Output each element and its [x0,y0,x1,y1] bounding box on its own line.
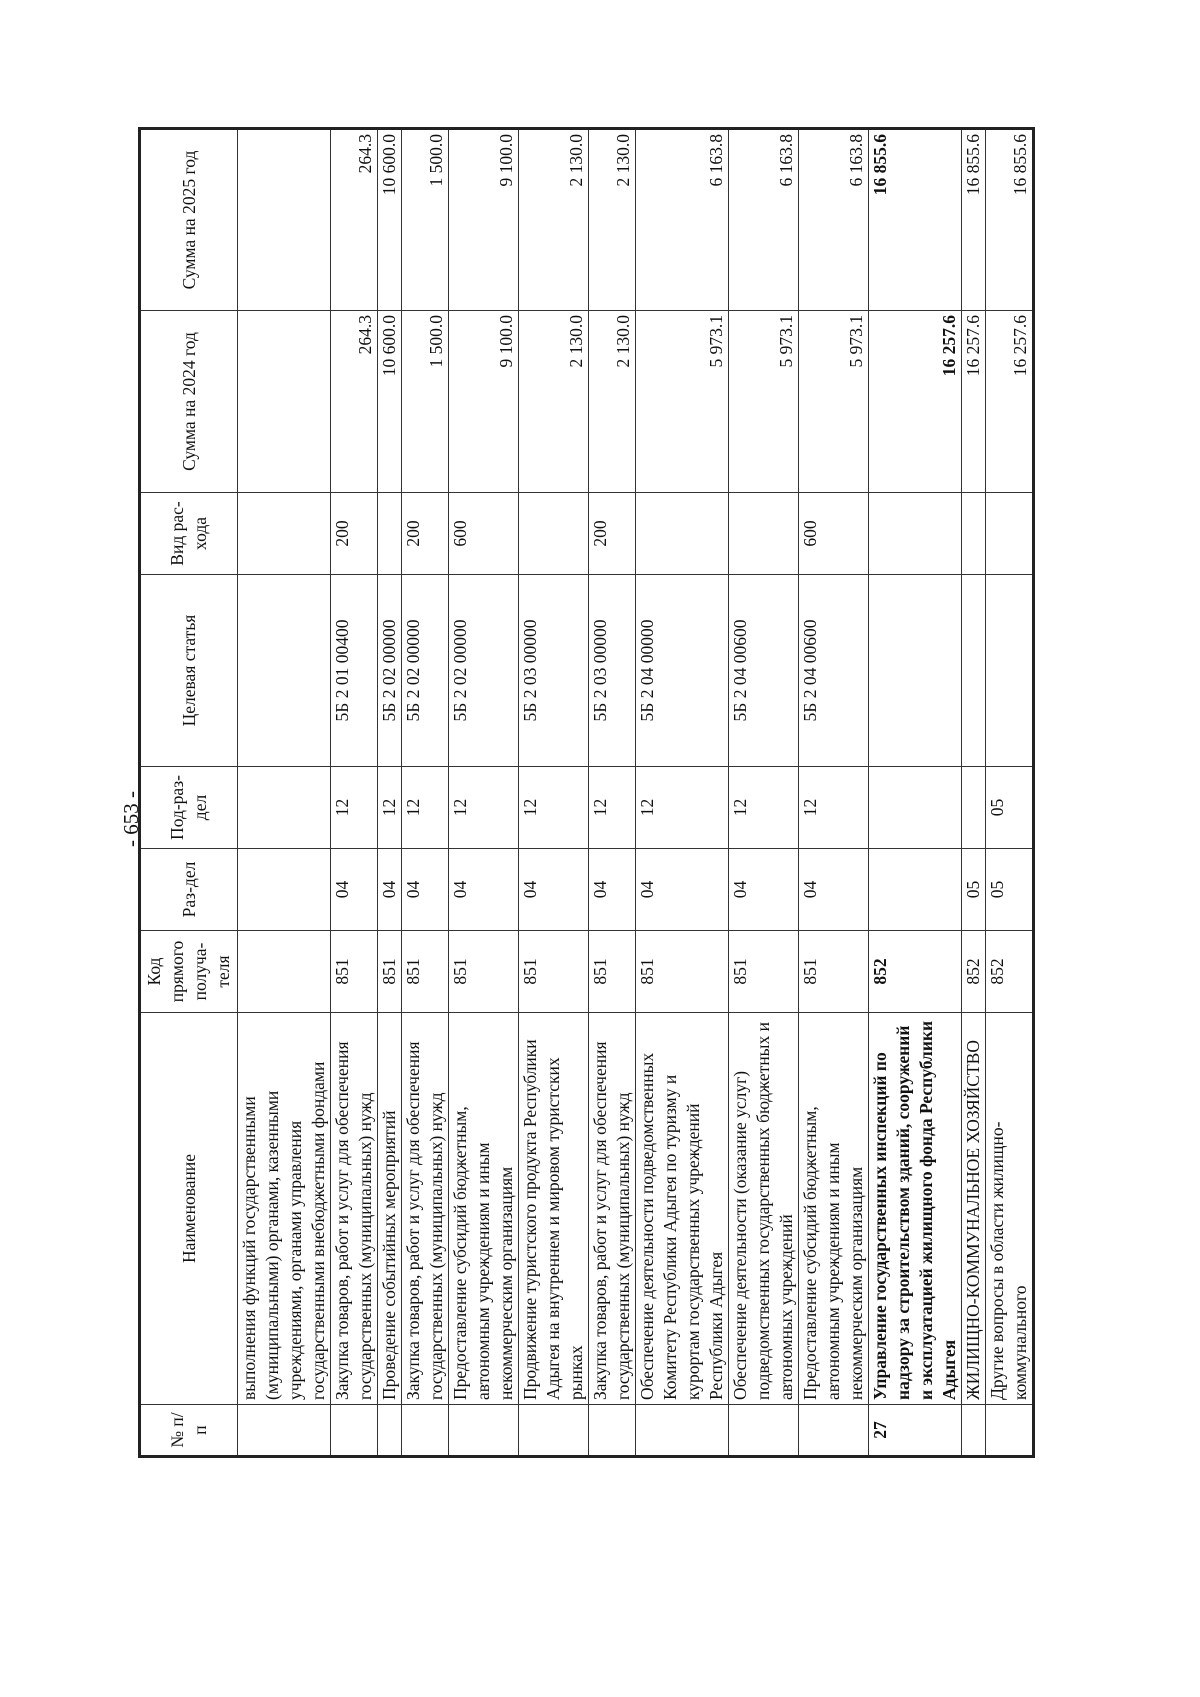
header-podrazdel: Под-раз-дел [140,767,238,849]
table-row [799,129,869,1457]
cell-article: 5Б 2 04 00000 [636,575,729,767]
cell-num [962,1405,986,1457]
cell-article: 5Б 2 03 00000 [589,575,636,767]
cell-name: выполнения функций государственными (муниципальными) органами, казенными учреждениями, органами управления государственными внебюджетными фондами [238,1013,331,1405]
cell-code: 851 [331,931,378,1013]
page-number: - 653 - [119,791,143,847]
cell-podrazdel [238,767,331,849]
cell-sum-2025: 264.3 [331,129,378,311]
cell-num [799,1405,869,1457]
cell-podrazdel: 12 [449,767,519,849]
cell-code [238,931,331,1013]
cell-sum-2025: 16 855.6 [986,129,1034,311]
cell-sum-2024: 2 130.0 [519,311,589,493]
cell-razdel [869,849,962,931]
cell-num [986,1405,1034,1457]
cell-code: 851 [378,931,402,1013]
cell-vid [986,493,1034,575]
cell-name: Предоставление субсидий бюджетным, автономным учреждениям и иным некоммерческим организациям [799,1013,869,1405]
table-row [962,129,986,1457]
cell-name: Предоставление субсидий бюджетным, автономным учреждениям и иным некоммерческим организациям [449,1013,519,1405]
cell-sum-2025: 6 163.8 [636,129,729,311]
cell-name: Обеспечение деятельности (оказание услуг) подведомственных государственных бюджетных и автономных учреждений [729,1013,799,1405]
cell-podrazdel: 12 [519,767,589,849]
cell-sum-2025: 16 855.6 [962,129,986,311]
cell-sum-2024: 5 973.1 [636,311,729,493]
table-row [869,129,962,1457]
cell-podrazdel: 12 [331,767,378,849]
cell-podrazdel: 12 [378,767,402,849]
cell-vid [869,493,962,575]
cell-vid: 600 [449,493,519,575]
table-row [729,129,799,1457]
cell-razdel: 04 [636,849,729,931]
cell-code: 852 [869,931,962,1013]
cell-razdel: 04 [449,849,519,931]
cell-article: 5Б 2 03 00000 [519,575,589,767]
header-sum-2025: Сумма на 2025 год [140,129,238,311]
cell-podrazdel [962,767,986,849]
cell-num [378,1405,402,1457]
cell-sum-2024: 5 973.1 [729,311,799,493]
cell-razdel: 04 [729,849,799,931]
header-article: Целевая статья [140,575,238,767]
cell-sum-2024: 1 500.0 [402,311,449,493]
cell-num: 27 [869,1405,962,1457]
cell-vid [238,493,331,575]
cell-podrazdel: 12 [729,767,799,849]
cell-num [331,1405,378,1457]
cell-podrazdel: 05 [986,767,1034,849]
cell-podrazdel: 12 [636,767,729,849]
table-row [986,129,1034,1457]
header-name: Наименование [140,1013,238,1405]
cell-article [962,575,986,767]
cell-name: Проведение событийных мероприятий [378,1013,402,1405]
cell-code: 852 [962,931,986,1013]
cell-article: 5Б 2 04 00600 [729,575,799,767]
table-body [238,129,1034,1457]
cell-razdel: 04 [402,849,449,931]
budget-table [138,127,1035,1458]
cell-vid [378,493,402,575]
cell-razdel: 04 [331,849,378,931]
cell-podrazdel: 12 [799,767,869,849]
table-row [331,129,378,1457]
cell-code: 851 [636,931,729,1013]
cell-article: 5Б 2 02 00000 [449,575,519,767]
cell-sum-2024: 5 973.1 [799,311,869,493]
header-razdel: Раз-дел [140,849,238,931]
cell-name: Закупка товаров, работ и услуг для обеспечения государственных (муниципальных) нужд [589,1013,636,1405]
cell-article [869,575,962,767]
cell-article: 5Б 2 01 00400 [331,575,378,767]
table-row [238,129,331,1457]
cell-sum-2024: 16 257.6 [869,311,962,493]
header-row [140,129,238,1457]
cell-vid: 200 [589,493,636,575]
cell-sum-2024: 10 600.0 [378,311,402,493]
table-rotated-wrapper [138,130,1030,1458]
cell-code: 851 [729,931,799,1013]
cell-article: 5Б 2 04 00600 [799,575,869,767]
cell-sum-2025: 2 130.0 [589,129,636,311]
cell-sum-2025: 10 600.0 [378,129,402,311]
table-row [589,129,636,1457]
cell-sum-2024 [238,311,331,493]
cell-name: Обеспечение деятельности подведомственных Комитету Республики Адыгея по туризму и курортам государственных учреждений Республики Адыгея [636,1013,729,1405]
cell-sum-2025 [238,129,331,311]
cell-podrazdel [869,767,962,849]
cell-code: 851 [449,931,519,1013]
cell-sum-2024: 264.3 [331,311,378,493]
cell-name: Управление государственных инспекций по надзору за строительством зданий, сооружений и эксплуатацией жилищного фонда Республики Адыгея [869,1013,962,1405]
cell-sum-2025: 6 163.8 [799,129,869,311]
table-row [449,129,519,1457]
cell-razdel: 05 [962,849,986,931]
cell-article [986,575,1034,767]
cell-num [589,1405,636,1457]
table-row [519,129,589,1457]
cell-name: ЖИЛИЩНО-КОММУНАЛЬНОЕ ХОЗЯЙСТВО [962,1013,986,1405]
cell-name: Другие вопросы в области жилищно-коммунального [986,1013,1034,1405]
cell-vid: 200 [331,493,378,575]
header-code: Код прямого получа-теля [140,931,238,1013]
cell-sum-2025: 9 100.0 [449,129,519,311]
header-sum-2024: Сумма на 2024 год [140,311,238,493]
table-row [402,129,449,1457]
cell-podrazdel: 12 [589,767,636,849]
cell-razdel: 04 [378,849,402,931]
cell-num [636,1405,729,1457]
table-row [636,129,729,1457]
cell-code: 851 [799,931,869,1013]
cell-sum-2024: 2 130.0 [589,311,636,493]
cell-sum-2025: 2 130.0 [519,129,589,311]
cell-name: Закупка товаров, работ и услуг для обеспечения государственных (муниципальных) нужд [402,1013,449,1405]
table-row [378,129,402,1457]
cell-sum-2025: 6 163.8 [729,129,799,311]
cell-sum-2024: 16 257.6 [986,311,1034,493]
cell-razdel: 04 [799,849,869,931]
cell-article: 5Б 2 02 00000 [378,575,402,767]
cell-code: 851 [519,931,589,1013]
cell-razdel [238,849,331,931]
cell-name: Продвижение туристского продукта Республики Адыгея на внутреннем и мировом туристских рынках [519,1013,589,1405]
cell-num [519,1405,589,1457]
cell-vid: 200 [402,493,449,575]
cell-sum-2025: 1 500.0 [402,129,449,311]
cell-article [238,575,331,767]
cell-vid [729,493,799,575]
cell-code: 851 [402,931,449,1013]
cell-num [449,1405,519,1457]
cell-num [729,1405,799,1457]
header-num: № п/п [140,1405,238,1457]
cell-num [402,1405,449,1457]
cell-vid [519,493,589,575]
cell-razdel: 04 [589,849,636,931]
cell-podrazdel: 12 [402,767,449,849]
cell-code: 851 [589,931,636,1013]
cell-code: 852 [986,931,1034,1013]
cell-vid [962,493,986,575]
cell-vid: 600 [799,493,869,575]
cell-razdel: 04 [519,849,589,931]
cell-article: 5Б 2 02 00000 [402,575,449,767]
cell-num [238,1405,331,1457]
cell-name: Закупка товаров, работ и услуг для обеспечения государственных (муниципальных) нужд [331,1013,378,1405]
cell-sum-2024: 9 100.0 [449,311,519,493]
cell-vid [636,493,729,575]
cell-sum-2024: 16 257.6 [962,311,986,493]
header-vid: Вид рас-хода [140,493,238,575]
cell-razdel: 05 [986,849,1034,931]
cell-sum-2025: 16 855.6 [869,129,962,311]
